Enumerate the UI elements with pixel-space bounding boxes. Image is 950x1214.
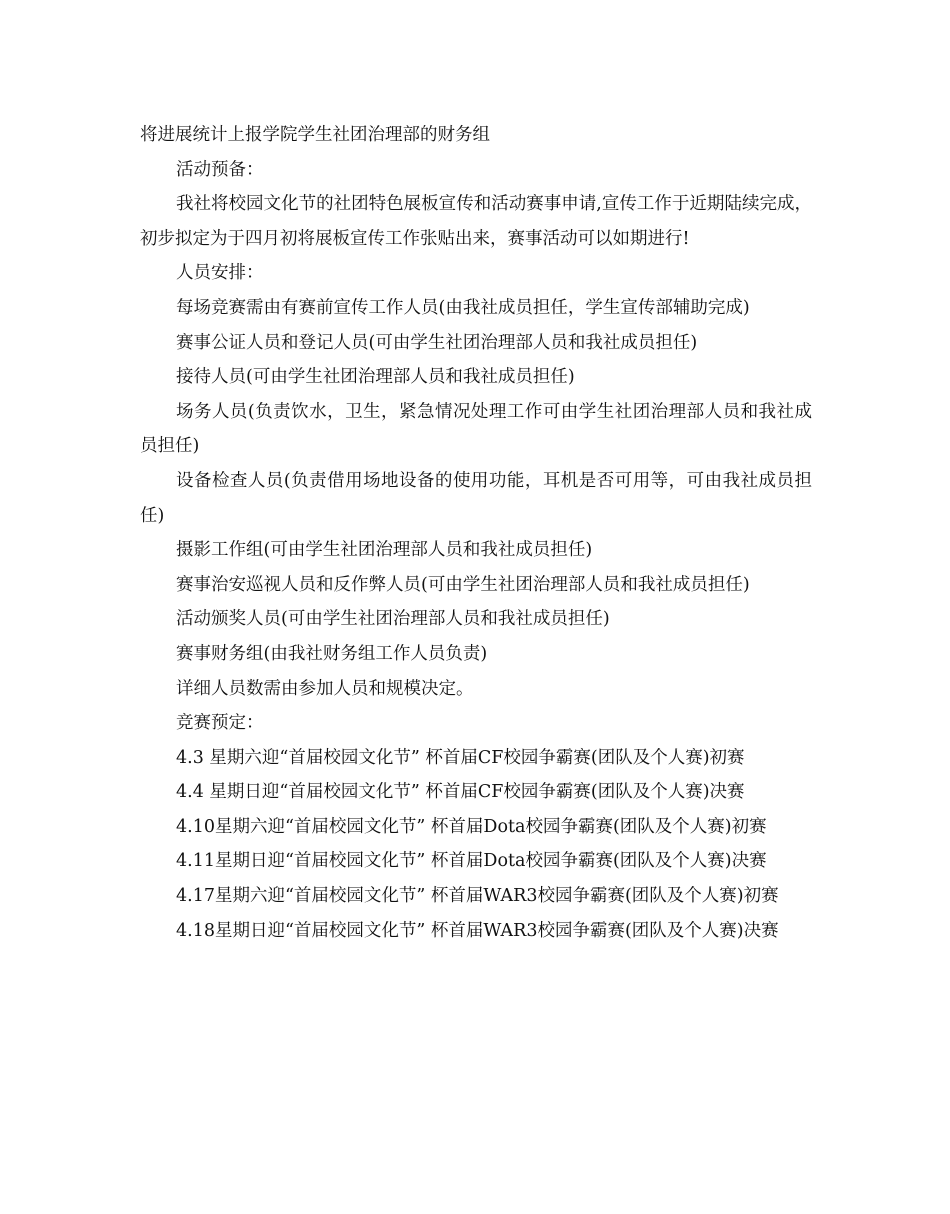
paragraph: 4.11星期日迎“首届校园文化节” 杯首届Dota校园争霸赛(团队及个人赛)决赛 [176, 851, 767, 872]
paragraph: 4.18星期日迎“首届校园文化节” 杯首届WAR3校园争霸赛(团队及个人赛)决赛 [176, 920, 779, 941]
paragraph: 人员安排： [176, 263, 264, 284]
paragraph: 接待人员(可由学生社团治理部人员和我社成员担任) [176, 367, 575, 388]
paragraph: 将进展统计上报学院学生社团治理部的财务组 [140, 125, 490, 145]
paragraph: 赛事财务组(由我社财务组工作人员负责) [176, 643, 488, 664]
paragraph: 竞赛预定： [176, 713, 264, 734]
paragraph: 场务人员(负责饮水，卫生，紧急情况处理工作可由学生社团治理部人员和我社成员担任) [140, 401, 812, 457]
paragraph: 4.10星期六迎“首届校园文化节” 杯首届Dota校园争霸赛(团队及个人赛)初赛 [176, 816, 767, 837]
paragraph: 我社将校园文化节的社团特色展板宣传和活动赛事申请,宣传工作于近期陆续完成，初步拟定为于四月初将展板宣传工作张贴出来，赛事活动可以如期进行! [140, 194, 812, 249]
paragraph: 摄影工作组(可由学生社团治理部人员和我社成员担任) [176, 540, 593, 561]
paragraph: 4.17星期六迎“首届校园文化节” 杯首届WAR3校园争霸赛(团队及个人赛)初赛 [176, 886, 779, 907]
paragraph: 赛事治安巡视人员和反作弊人员(可由学生社团治理部人员和我社成员担任) [176, 574, 750, 595]
document-body [140, 118, 812, 948]
paragraph: 每场竞赛需由有赛前宣传工作人员(由我社成员担任，学生宣传部辅助完成) [176, 297, 750, 318]
paragraph: 设备检查人员(负责借用场地设备的使用功能，耳机是否可用等，可由我社成员担任) [140, 470, 812, 526]
paragraph: 4.4 星期日迎“首届校园文化节” 杯首届CF校园争霸赛(团队及个人赛)决赛 [176, 782, 745, 803]
paragraph: 赛事公证人员和登记人员(可由学生社团治理部人员和我社成员担任) [176, 332, 698, 353]
paragraph: 4.3 星期六迎“首届校园文化节” 杯首届CF校园争霸赛(团队及个人赛)初赛 [176, 747, 745, 768]
paragraph: 详细人员数需由参加人员和规模决定。 [176, 678, 474, 699]
paragraph: 活动预备： [176, 159, 264, 180]
paragraph: 活动颁奖人员(可由学生社团治理部人员和我社成员担任) [176, 609, 610, 630]
